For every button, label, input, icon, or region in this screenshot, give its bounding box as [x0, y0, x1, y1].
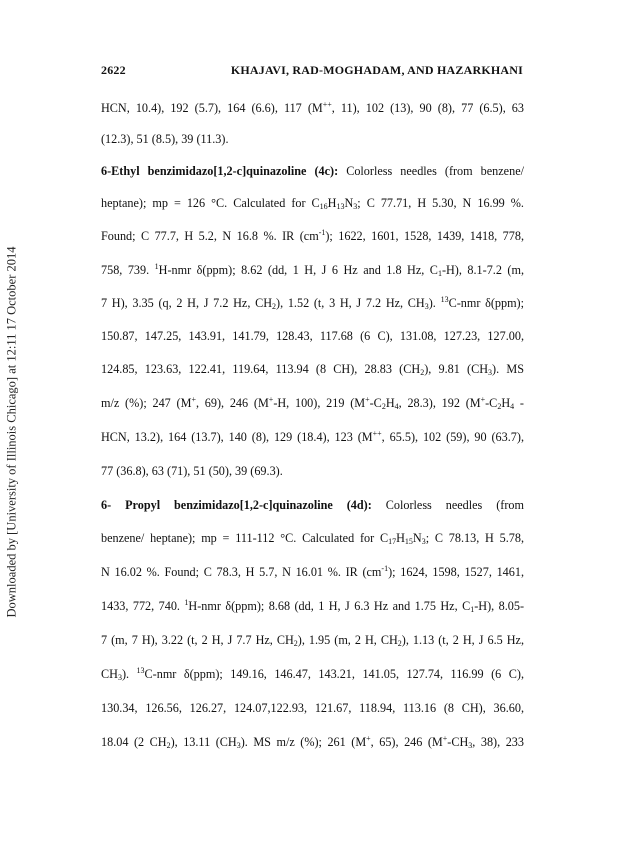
text-line-16: 1433, 772, 740. $^1$H-nmr δ(ppm); 8.68 (dd, 1 H, J 6.3 Hz and 1.75 Hz, $C_1-H$), 8.05- — [101, 598, 525, 614]
text-line-6: 758, 739. $^1$H-nmr δ(ppm); 8.62 (dd, 1 H, J 6 Hz and 1.8 Hz, $C_1-H$), 8.1-7.2 (m, — [101, 262, 525, 278]
text-line-14: benzene/ heptane); mp = 111-112 °C. Calculated for $C_{17}H_{15}N_3$; C 78.13, H 5.78, — [101, 531, 524, 546]
download-watermark — [0, 0, 24, 864]
text-line-20: 18.04 (2 $CH_2$), 13.11 $(CH_3)$. MS m/z (%); 261 (M+, 65), 246 ($M^+-CH_3$, 38), 233 — [101, 734, 524, 750]
text-line-7: 7 H), 3.35 (q, 2 H, J 7.2 Hz, $CH_2$), 1.52 (t, 3 H, J 7.2 Hz, $CH_3$). $^{13}$C-nmr δ(ppm); — [101, 295, 525, 311]
text-line-11: HCN, 13.2), 164 (13.7), 140 (8), 129 (18.4), 123 (M++, 65.5), 102 (59), 90 (63.7), — [101, 429, 524, 444]
text-line-5: Found; C 77.7, H 5.2, N 16.8 %. IR $(cm^{-1})$; 1622, 1601, 1528, 1439, 1418, 778, — [101, 228, 524, 243]
text-line-15: N 16.02 %. Found; C 78.3, H 5.7, N 16.01 %. IR $(cm^{-1})$; 1624, 1598, 1527, 1461, — [101, 564, 524, 579]
text-line-1: HCN, 10.4), 192 (5.7), 164 (6.6), 117 (M++, 11), 102 (13), 90 (8), 77 (6.5), 63 — [101, 100, 524, 115]
page-number: 2622 — [101, 63, 126, 77]
text-line-13: 6- Propyl benzimidazo[1,2-c]quinazoline (4d): Colorless needles (from — [101, 498, 524, 512]
text-line-2: (12.3), 51 (8.5), 39 (11.3). — [101, 132, 229, 146]
text-line-3: 6-Ethyl benzimidazo[1,2-c]quinazoline (4c): Colorless needles (from benzene/ — [101, 164, 524, 178]
running-header-authors: KHAJAVI, RAD-MOGHADAM, AND HAZARKHANI — [230, 63, 523, 77]
text-line-8: 150.87, 147.25, 143.91, 141.79, 128.43, 117.68 (6 C), 131.08, 127.23, 127.00, — [101, 329, 524, 343]
text-line-4: heptane); mp = 126 °C. Calculated for $C_{16}H_{13}N_3$; C 77.71, H 5.30, N 16.99 %. — [101, 196, 524, 211]
compound-4c-heading: 6-Ethyl benzimidazo[1,2-c]quinazoline (4c): — [101, 164, 339, 178]
text-line-9: 124.85, 123.63, 122.41, 119.64, 113.94 (8 CH), 28.83 $(CH_2)$, 9.81 $(CH_3)$. MS — [101, 362, 524, 377]
text-line-17: 7 (m, 7 H), 3.22 (t, 2 H, J 7.7 Hz, $CH_2$), 1.95 (m, 2 H, $CH_2$), 1.13 (t, 2 H, J 6.5 Hz, — [101, 633, 524, 648]
text-line-19: 130.34, 126.56, 126.27, 124.07,122.93, 121.67, 118.94, 113.16 (8 CH), 36.60, — [101, 701, 524, 715]
download-note: Downloaded by [University of Illinois Chicago] at 12:11 17 October 2014 — [4, 246, 19, 618]
text-line-12: 77 (36.8), 63 (71), 51 (50), 39 (69.3). — [101, 464, 283, 478]
text-line-18: $CH_3$). $^{13}$C-nmr δ(ppm); 149.16, 146.47, 143.21, 141.05, 127.74, 116.99 (6 C), — [101, 666, 524, 682]
compound-4d-heading: 6- Propyl benzimidazo[1,2-c]quinazoline (4d): — [101, 498, 372, 512]
text-line-10: m/z (%); 247 (M+, 69), 246 (M+-H, 100), 219 ($M^+-C_2H_4$, 28.3), 192 ($M^+-C_2H_4$ - — [101, 395, 524, 411]
